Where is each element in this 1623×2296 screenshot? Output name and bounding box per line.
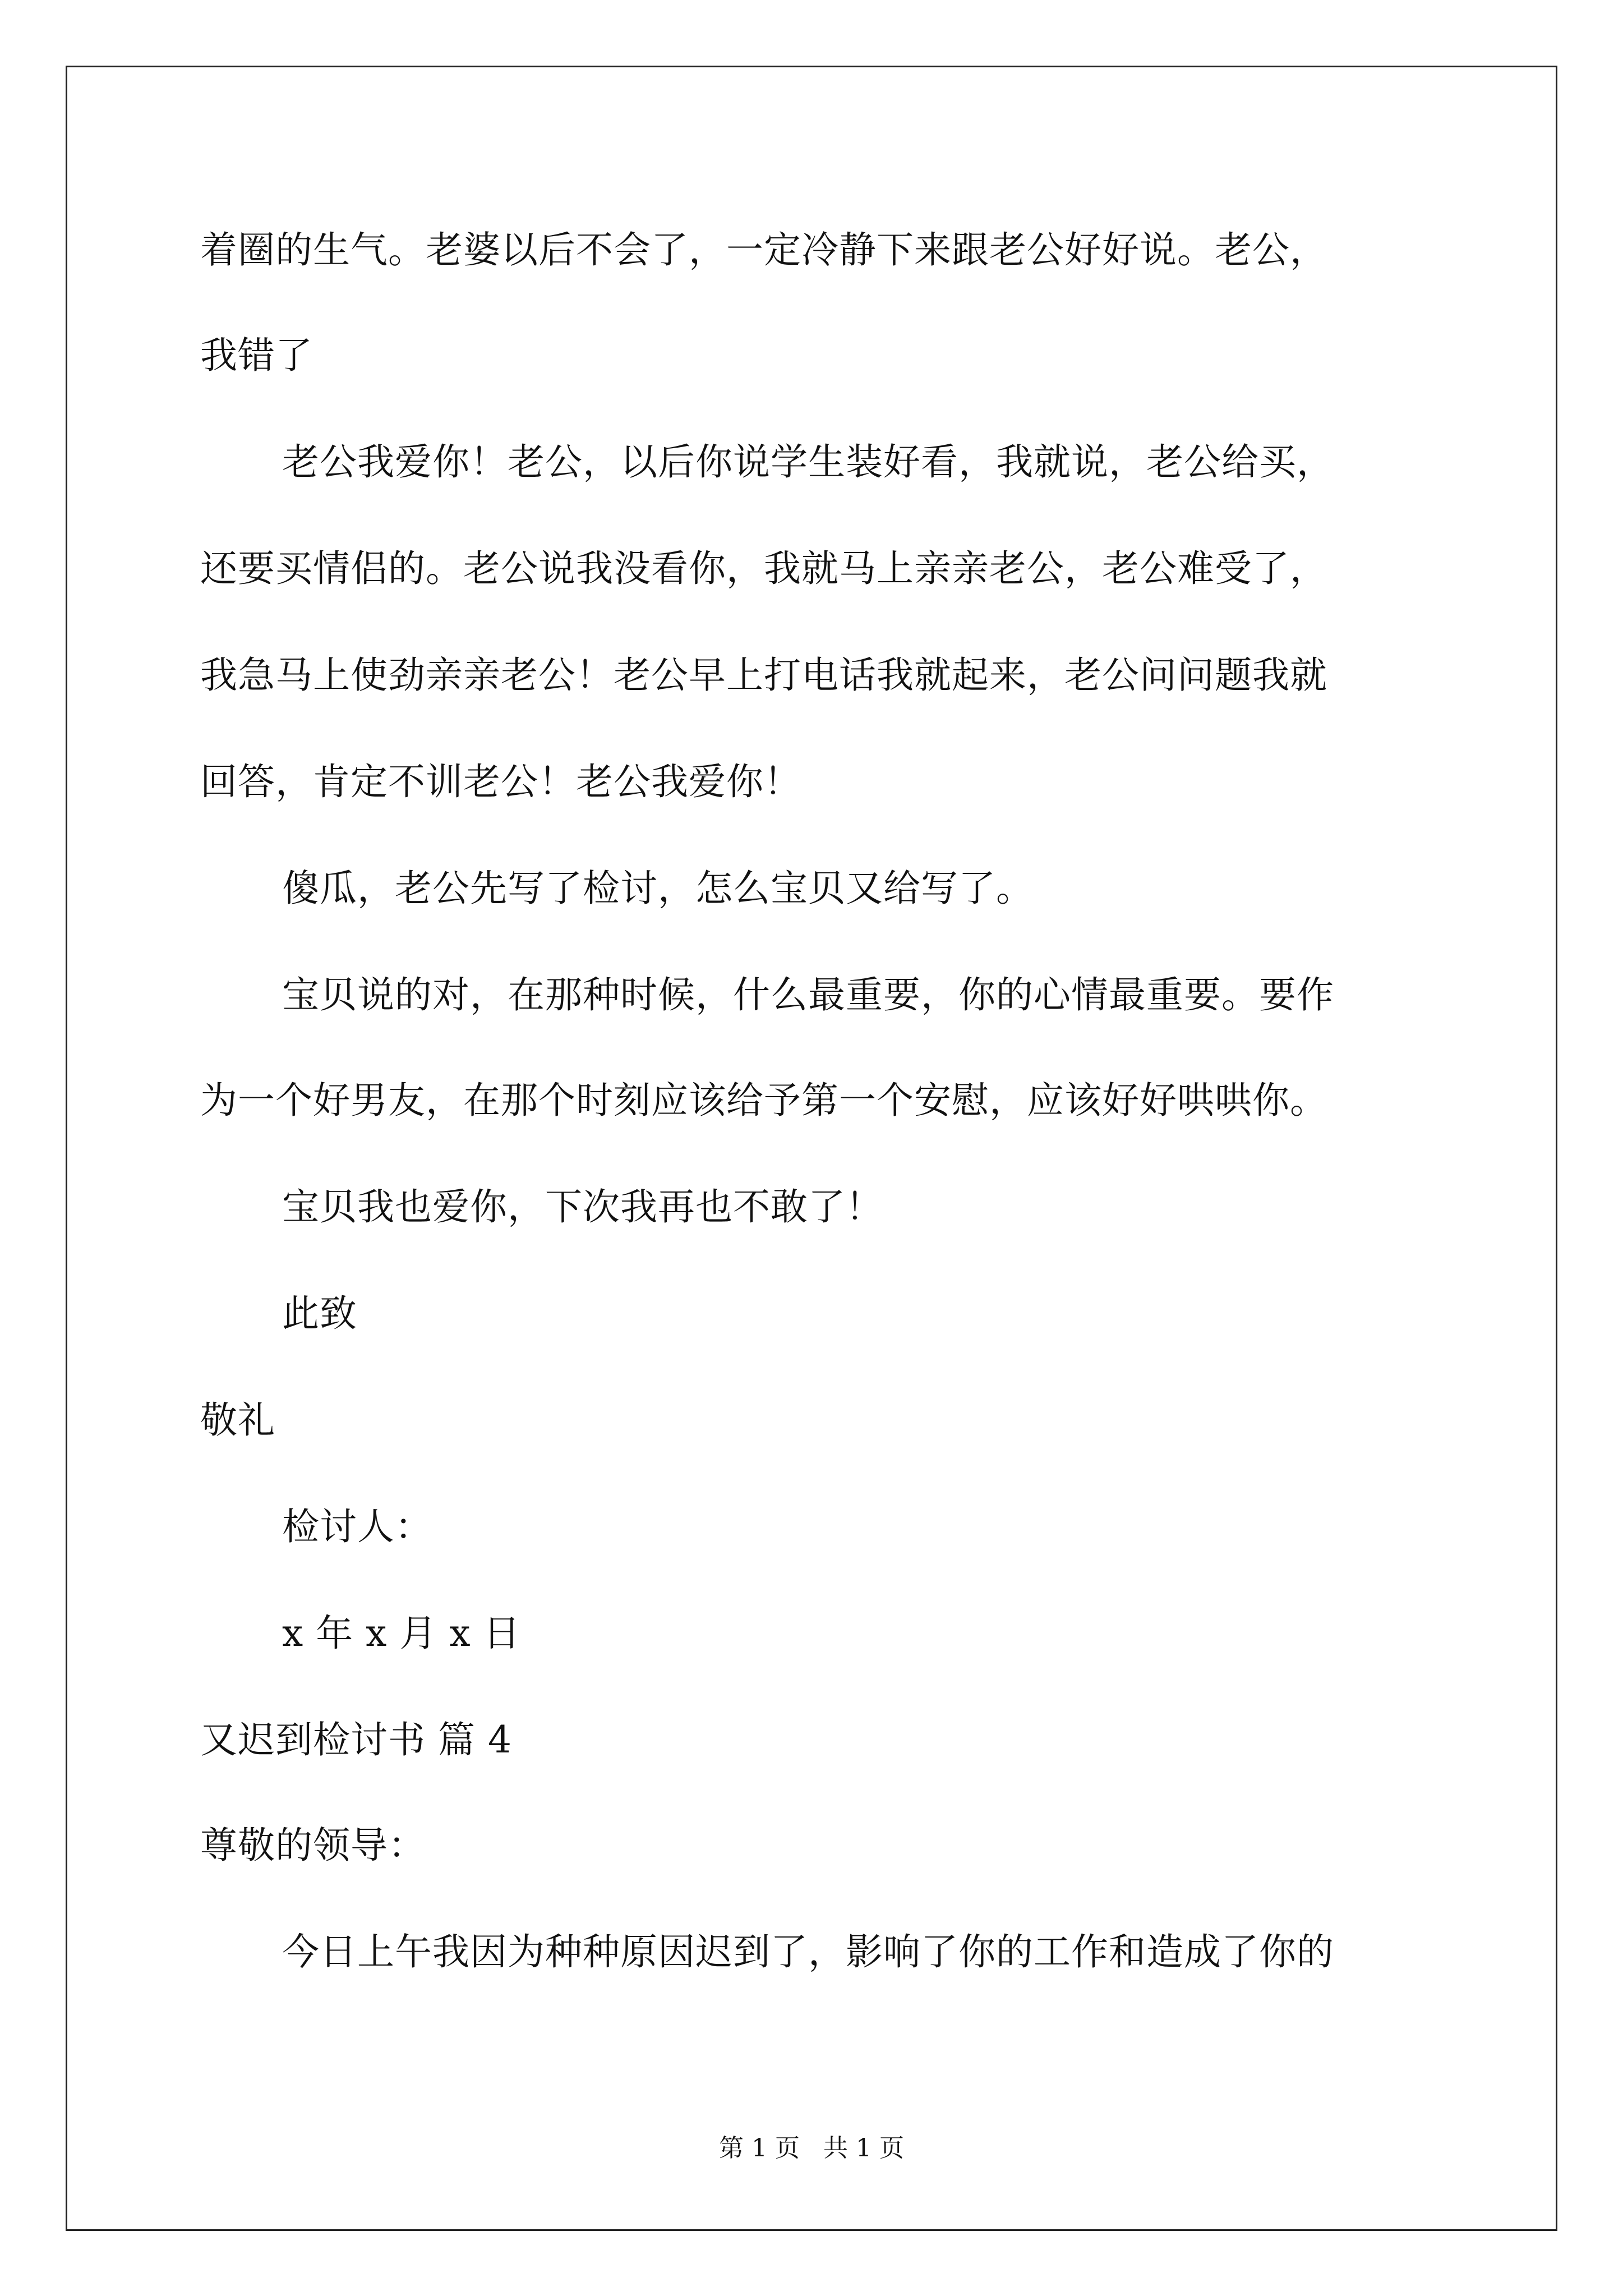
text-line: 着圈的生气。老婆以后不会了，一定冷静下来跟老公好好说。老公， <box>200 228 1327 272</box>
greeting: 尊敬的领导： <box>200 1824 426 1867</box>
closing-salutation: 此致 <box>282 1292 357 1335</box>
closing-regards: 敬礼 <box>200 1398 275 1442</box>
text-line: 今日上午我因为种种原因迟到了，影响了你的工作和造成了你的 <box>282 1930 1334 1973</box>
text-line: 傻瓜，老公先写了检讨，怎么宝贝又给写了。 <box>282 867 1034 910</box>
page-footer: 第 1 页 共 1 页 <box>719 2134 904 2162</box>
page-border <box>66 66 1557 2231</box>
text-line: 宝贝说的对，在那种时候，什么最重要，你的心情最重要。要作 <box>282 973 1334 1016</box>
signature-label: 检讨人： <box>282 1505 432 1548</box>
section-title: 又迟到检讨书 篇 4 <box>200 1718 512 1761</box>
text-line: 还要买情侣的。老公说我没看你，我就马上亲亲老公，老公难受了， <box>200 547 1327 590</box>
text-line: 为一个好男友，在那个时刻应该给予第一个安慰，应该好好哄哄你。 <box>200 1079 1327 1122</box>
text-line: 回答，肯定不训老公！老公我爱你！ <box>200 760 801 803</box>
text-line: 老公我爱你！老公，以后你说学生装好看，我就说，老公给买， <box>282 440 1334 484</box>
text-line: 我错了 <box>200 334 313 377</box>
date-line: x 年 x 月 x 日 <box>282 1612 521 1655</box>
text-line: 我急马上使劲亲亲老公！老公早上打电话我就起来，老公问问题我就 <box>200 654 1327 697</box>
text-line: 宝贝我也爱你，下次我再也不敢了！ <box>282 1185 883 1228</box>
